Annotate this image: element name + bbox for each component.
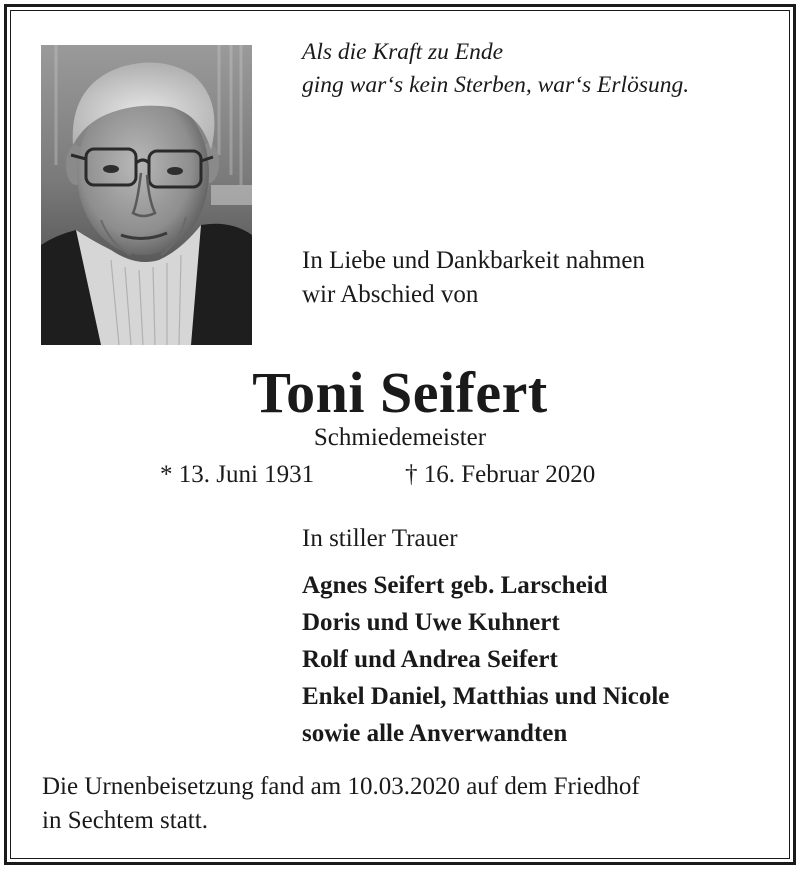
family-member: Agnes Seifert geb. Larscheid (302, 572, 608, 599)
death-date: † 16. Februar 2020 (405, 461, 596, 488)
family-member: sowie alle Anverwandten (302, 720, 568, 747)
birth-date: * 13. Juni 1931 (160, 461, 315, 488)
quote-line-2: ging war‘s kein Sterben, war‘s Erlösung. (302, 72, 690, 98)
family-member: Enkel Daniel, Matthias und Nicole (302, 683, 670, 710)
intro-line-2: wir Abschied von (302, 281, 479, 308)
funeral-line-1: Die Urnenbeisetzung fand am 10.03.2020 auf dem Friedhof (42, 773, 640, 800)
family-list (302, 567, 792, 752)
deceased-name: Toni Seifert (252, 360, 548, 425)
mourning-heading: In stiller Trauer (302, 525, 458, 552)
memorial-quote (302, 36, 782, 102)
farewell-intro (302, 244, 782, 312)
intro-line-1: In Liebe und Dankbarkeit nahmen (302, 247, 645, 274)
funeral-notice (42, 770, 782, 838)
family-member: Rolf und Andrea Seifert (302, 646, 558, 673)
family-member: Doris und Uwe Kuhnert (302, 609, 560, 636)
funeral-line-2: in Sechtem statt. (42, 807, 208, 834)
deceased-profession: Schmiedemeister (313, 424, 487, 451)
portrait-photo (41, 45, 252, 345)
quote-line-1: Als die Kraft zu Ende (302, 39, 504, 65)
